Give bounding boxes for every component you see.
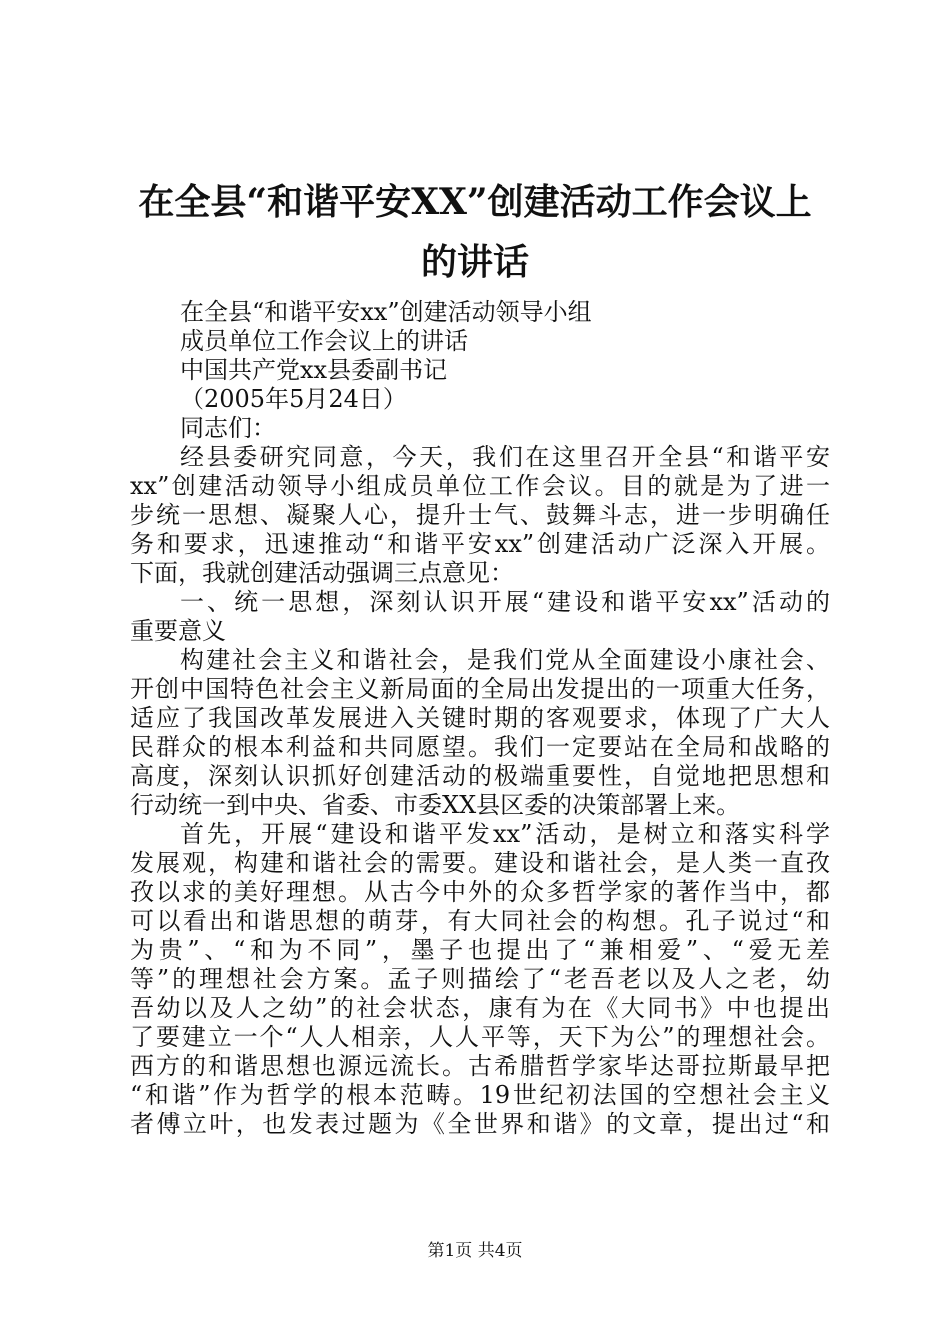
text-line: 下面，我就创建活动强调三点意见： xyxy=(130,559,514,587)
text-line: 了要建立一个“人人相亲，人人平等，天下为公”的理想社会。 xyxy=(130,1023,830,1051)
text-line: 一、统一思想，深刻认识开展“建设和谐平安xx”活动的 xyxy=(180,588,830,616)
text-line: 等”的理想社会方案。孟子则描绘了“老吾老以及人之老，幼 xyxy=(130,965,830,993)
text-line: 吾幼以及人之幼”的社会状态，康有为在《大同书》中也提出 xyxy=(130,994,830,1022)
text-line: 民群众的根本利益和共同愿望。我们一定要站在全局和战略的 xyxy=(130,733,830,761)
text-line: 首先，开展“建设和谐平发xx”活动，是树立和落实科学 xyxy=(180,820,830,848)
document-title-line-1: 在全县“和谐平安XX”创建活动工作会议上 xyxy=(138,181,812,223)
text-line: 发展观，构建和谐社会的需要。建设和谐社会，是人类一直孜 xyxy=(130,849,830,877)
text-line: 同志们： xyxy=(180,414,276,442)
text-line: 适应了我国改革发展进入关键时期的客观要求，体现了广大人 xyxy=(130,704,830,732)
text-line: 步统一思想、凝聚人心，提升士气、鼓舞斗志，进一步明确任 xyxy=(130,501,830,529)
text-line: 可以看出和谐思想的萌芽，有大同社会的构想。孔子说过“和 xyxy=(130,907,830,935)
text-line: 成员单位工作会议上的讲话 xyxy=(180,327,468,355)
page-footer: 第1页 共4页 xyxy=(427,1241,523,1261)
text-line: xx”创建活动领导小组成员单位工作会议。目的就是为了进一 xyxy=(130,472,830,500)
text-line: 西方的和谐思想也源远流长。古希腊哲学家毕达哥拉斯最早把 xyxy=(130,1052,830,1080)
text-line: 中国共产党xx县委副书记 xyxy=(180,356,448,384)
text-line: 者傅立叶，也发表过题为《全世界和谐》的文章，提出过“和 xyxy=(130,1110,830,1138)
text-line: 行动统一到中央、省委、市委XX县区委的决策部署上来。 xyxy=(130,791,741,819)
text-line: “和谐”作为哲学的根本范畴。19世纪初法国的空想社会主义 xyxy=(130,1081,830,1109)
text-line: 为贵”、“和为不同”，墨子也提出了“兼相爱”、“爱无差 xyxy=(130,936,830,964)
document-title-line-2: 的讲话 xyxy=(420,241,529,283)
text-line: 重要意义 xyxy=(130,617,226,645)
text-line: 开创中国特色社会主义新局面的全局出发提出的一项重大任务， xyxy=(130,675,830,703)
text-line: 经县委研究同意，今天，我们在这里召开全县“和谐平安 xyxy=(180,443,830,471)
text-line: 高度，深刻认识抓好创建活动的极端重要性，自觉地把思想和 xyxy=(130,762,830,790)
text-line: （2005年5月24日） xyxy=(180,385,407,413)
text-line: 构建社会主义和谐社会，是我们党从全面建设小康社会、 xyxy=(180,646,830,674)
text-line: 务和要求，迅速推动“和谐平安xx”创建活动广泛深入开展。 xyxy=(130,530,830,558)
document-body xyxy=(130,298,840,1139)
text-line: 孜以求的美好理想。从古今中外的众多哲学家的著作当中，都 xyxy=(130,878,830,906)
text-line: 在全县“和谐平安xx”创建活动领导小组 xyxy=(180,298,592,326)
